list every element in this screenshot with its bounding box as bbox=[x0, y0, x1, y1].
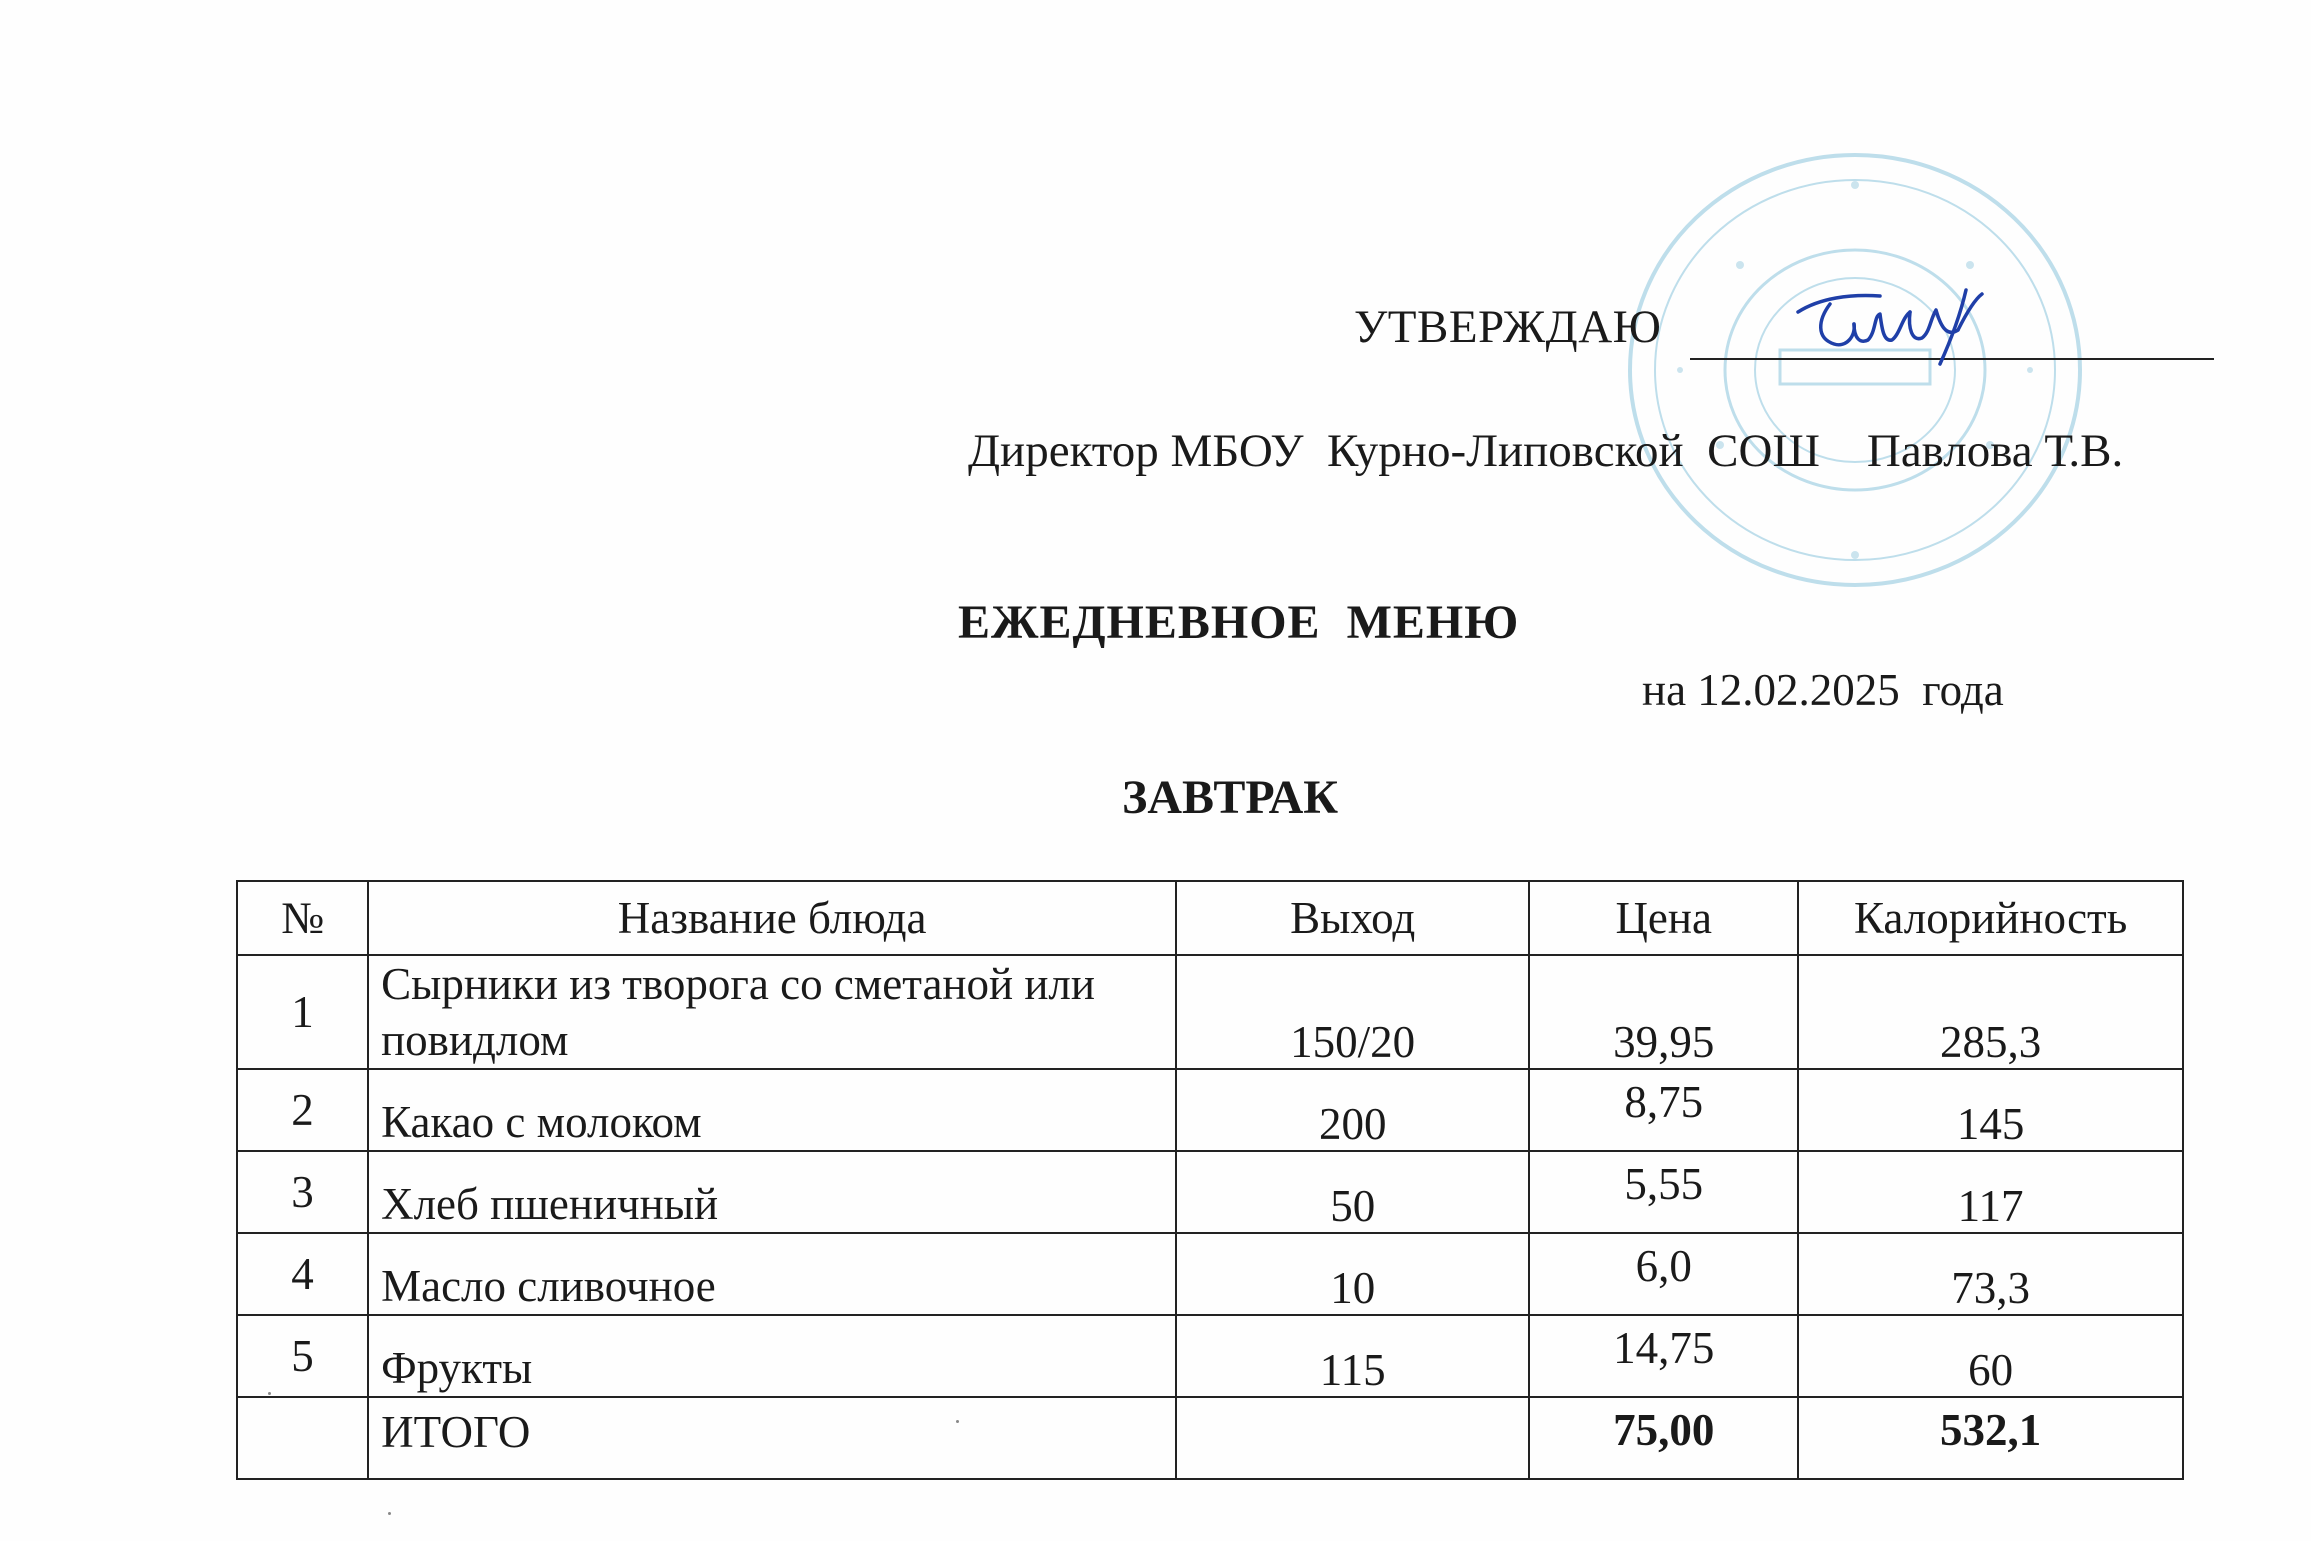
director-name-line: Директор МБОУ Курно-Липовской СОШ Павлова Т.В. bbox=[968, 425, 2124, 477]
school-seal-stamp bbox=[1620, 145, 2090, 595]
row-dish-name: Масло сливочное bbox=[368, 1233, 1176, 1315]
header-price: Цена bbox=[1529, 881, 1798, 955]
meal-title: ЗАВТРАК bbox=[1122, 771, 1339, 824]
row-output: 50 bbox=[1176, 1151, 1529, 1233]
row-number: 2 bbox=[237, 1069, 368, 1151]
header-calories: Калорийность bbox=[1798, 881, 2183, 955]
header-output: Выход bbox=[1176, 881, 1529, 955]
row-calories: 73,3 bbox=[1798, 1233, 2183, 1315]
row-number: 3 bbox=[237, 1151, 368, 1233]
scan-speck bbox=[388, 1512, 391, 1515]
table-row bbox=[237, 1151, 2183, 1233]
row-calories: 117 bbox=[1798, 1151, 2183, 1233]
row-price: 14,75 bbox=[1529, 1315, 1798, 1397]
table-row bbox=[237, 1233, 2183, 1315]
total-label: ИТОГО bbox=[368, 1397, 1176, 1479]
approve-label: УТВЕРЖДАЮ bbox=[1354, 301, 1662, 353]
table-header-row bbox=[237, 881, 2183, 955]
total-price: 75,00 bbox=[1529, 1397, 1798, 1479]
director-signature bbox=[1790, 280, 1990, 370]
row-output: 150/20 bbox=[1176, 955, 1529, 1069]
row-dish-name: Хлеб пшеничный bbox=[368, 1151, 1176, 1233]
row-price: 5,55 bbox=[1529, 1151, 1798, 1233]
menu-title: ЕЖЕДНЕВНОЕ МЕНЮ bbox=[958, 596, 1520, 649]
row-calories: 145 bbox=[1798, 1069, 2183, 1151]
total-output-empty bbox=[1176, 1397, 1529, 1479]
row-dish-name: Какао с молоком bbox=[368, 1069, 1176, 1151]
row-output: 200 bbox=[1176, 1069, 1529, 1151]
table-total-row bbox=[237, 1397, 2183, 1479]
table-row bbox=[237, 1315, 2183, 1397]
total-calories: 532,1 bbox=[1798, 1397, 2183, 1479]
row-output: 10 bbox=[1176, 1233, 1529, 1315]
row-dish-name: Фрукты bbox=[368, 1315, 1176, 1397]
table-row bbox=[237, 1069, 2183, 1151]
row-number: 1 bbox=[237, 955, 368, 1069]
row-number: 5 bbox=[237, 1315, 368, 1397]
row-output: 115 bbox=[1176, 1315, 1529, 1397]
row-dish-name: Сырники из творога со сметаной или повидлом bbox=[368, 955, 1176, 1069]
scan-speck bbox=[268, 1392, 271, 1395]
scan-speck bbox=[956, 1420, 959, 1423]
row-price: 6,0 bbox=[1529, 1233, 1798, 1315]
table-row bbox=[237, 955, 2183, 1069]
row-price: 8,75 bbox=[1529, 1069, 1798, 1151]
row-calories: 60 bbox=[1798, 1315, 2183, 1397]
row-calories: 285,3 bbox=[1798, 955, 2183, 1069]
header-dish-name: Название блюда bbox=[368, 881, 1176, 955]
row-price: 39,95 bbox=[1529, 955, 1798, 1069]
row-number: 4 bbox=[237, 1233, 368, 1315]
header-number: № bbox=[237, 881, 368, 955]
total-number-empty bbox=[237, 1397, 368, 1479]
menu-table bbox=[236, 880, 2184, 1480]
menu-date: на 12.02.2025 года bbox=[1642, 665, 2004, 715]
